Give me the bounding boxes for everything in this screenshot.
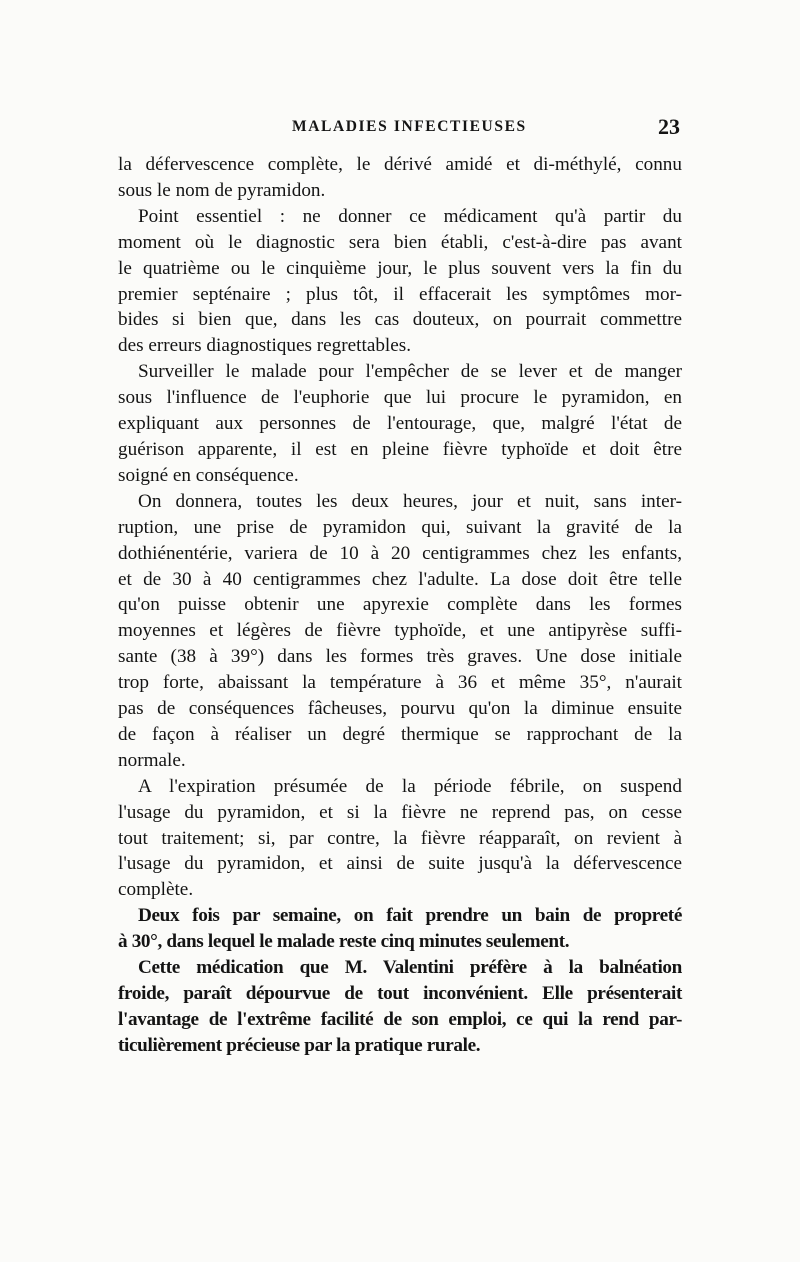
paragraph-expiration — [118, 774, 682, 904]
text-line: tout traitement; si, par contre, la fièvre réapparaît, on revient à — [118, 827, 682, 849]
text-line: Deux fois par semaine, on fait prendre un bain de propreté — [138, 905, 682, 927]
paragraph-bain — [118, 903, 682, 955]
running-header — [118, 116, 680, 144]
paragraph-valentini — [118, 955, 682, 1059]
text-line: l'usage du pyramidon, et ainsi de suite jusqu'à la défervescence — [118, 853, 682, 875]
text-line: moment où le diagnostic sera bien établi, c'est-à-dire pas avant — [118, 231, 682, 253]
text-line: ruption, une prise de pyramidon qui, suivant la gravité de la — [118, 516, 682, 538]
text-line: dothiénentérie, variera de 10 à 20 centigrammes chez les enfants, — [118, 542, 682, 564]
paragraph-surveiller — [118, 359, 682, 489]
body-text — [118, 152, 682, 1059]
page-number: 23 — [658, 114, 680, 139]
text-line: normale. — [118, 749, 186, 771]
text-line: premier septénaire ; plus tôt, il effacerait les symptômes mor- — [118, 283, 682, 305]
text-line: trop forte, abaissant la température à 36 et même 35°, n'aurait — [118, 672, 682, 694]
text-line: le quatrième ou le cinquième jour, le plus souvent vers la fin du — [118, 257, 682, 279]
text-line: bides si bien que, dans les cas douteux, on pourrait commettre — [118, 309, 682, 331]
running-title: MALADIES INFECTIEUSES — [292, 118, 527, 135]
text-line: soigné en conséquence. — [118, 464, 299, 486]
text-line: des erreurs diagnostiques regrettables. — [118, 335, 412, 357]
text-line: la défervescence complète, le dérivé amidé et di-méthylé, connu — [118, 154, 682, 175]
text-line: Cette médication que M. Valentini préfère à la balnéation — [138, 957, 682, 979]
text-line: sous le nom de pyramidon. — [118, 179, 326, 201]
paragraph-dosage — [118, 489, 682, 774]
text-line: moyennes et légères de fièvre typhoïde, et une antipyrèse suffi- — [118, 620, 682, 642]
text-line: l'avantage de l'extrême facilité de son emploi, ce qui la rend par- — [118, 1008, 682, 1030]
text-line: On donnera, toutes les deux heures, jour et nuit, sans inter- — [138, 490, 682, 512]
text-line: à 30°, dans lequel le malade reste cinq minutes seulement. — [118, 931, 570, 953]
text-line: pas de conséquences fâcheuses, pourvu qu'on la diminue ensuite — [118, 698, 682, 720]
text-line: et de 30 à 40 centigrammes chez l'adulte. La dose doit être telle — [118, 568, 682, 590]
text-line: guérison apparente, il est en pleine fièvre typhoïde et doit être — [118, 438, 682, 460]
text-line: expliquant aux personnes de l'entourage, que, malgré l'état de — [118, 413, 682, 435]
text-line: sante (38 à 39°) dans les formes très graves. Une dose initiale — [118, 646, 682, 668]
text-line: A l'expiration présumée de la période fébrile, on suspend — [138, 775, 682, 797]
text-line: sous l'influence de l'euphorie que lui procure le pyramidon, en — [118, 387, 682, 409]
text-line: Point essentiel : ne donner ce médicament qu'à partir du — [138, 205, 682, 227]
text-line: complète. — [118, 879, 194, 901]
text-line: qu'on puisse obtenir une apyrexie complète dans les formes — [118, 594, 682, 616]
text-line: froide, paraît dépourvue de tout inconvénient. Elle présenterait — [118, 983, 682, 1004]
paragraph-point-essentiel — [118, 204, 682, 359]
text-line: ticulièrement précieuse par la pratique rurale. — [118, 1034, 481, 1056]
text-line: l'usage du pyramidon, et si la fièvre ne reprend pas, on cesse — [118, 801, 682, 823]
text-line: Surveiller le malade pour l'empêcher de se lever et de manger — [138, 361, 682, 383]
text-line: de façon à réaliser un degré thermique se rapprochant de la — [118, 723, 682, 745]
paragraph-defervescence — [118, 152, 682, 204]
